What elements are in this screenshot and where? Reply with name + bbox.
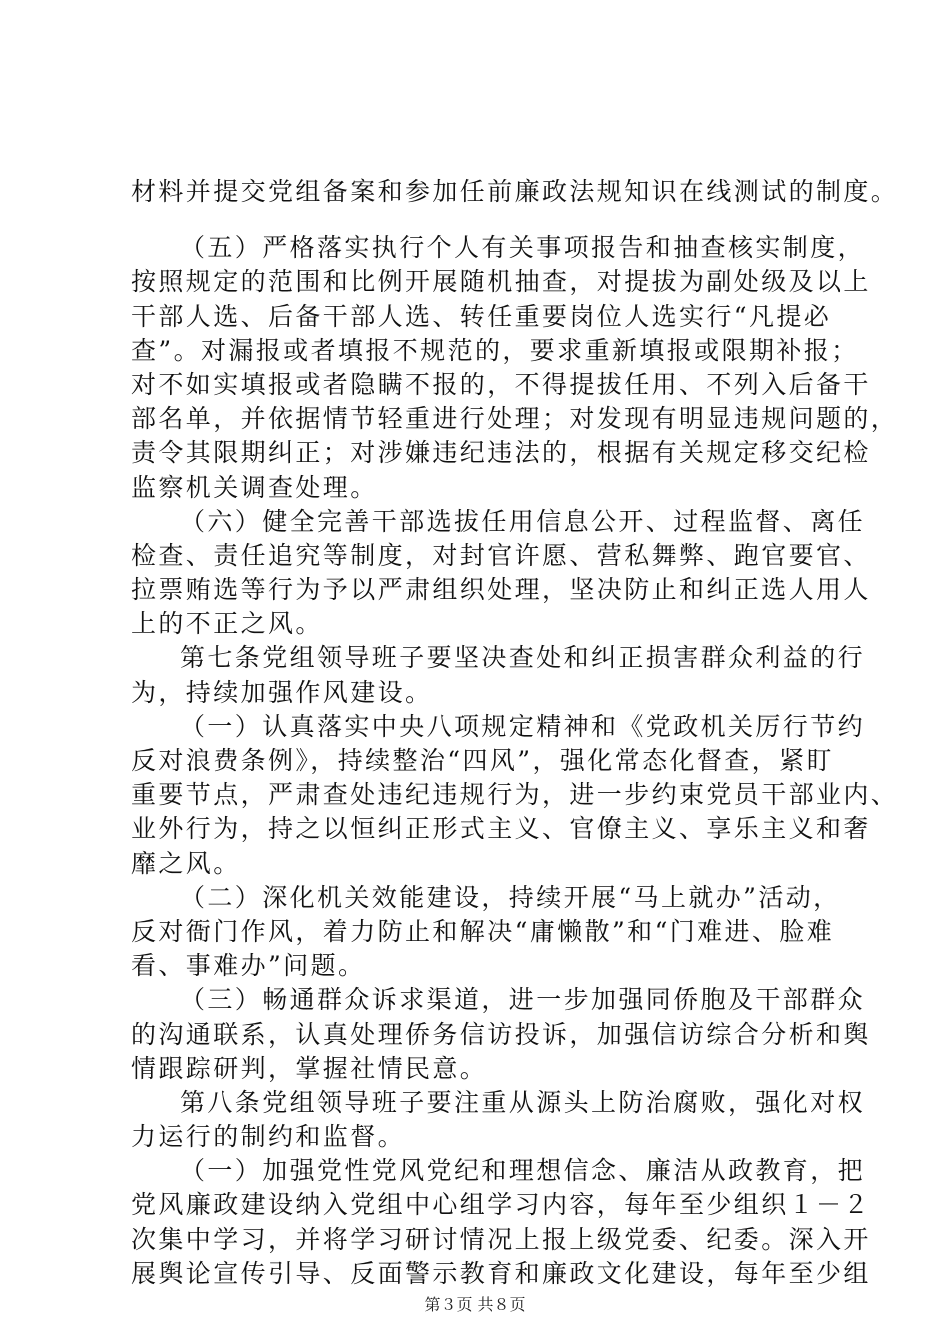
text-line: 第七条党组领导班子要坚决查处和纠正损害群众利益的行 bbox=[180, 643, 866, 673]
text-line: 查”。对漏报或者填报不规范的，要求重新填报或限期补报； bbox=[131, 335, 859, 365]
text-line: （三）畅通群众诉求渠道，进一步加强同侨胞及干部群众 bbox=[180, 985, 866, 1015]
text-line: 反对衙门作风，着力防止和解决“庸懒散”和“门难进、脸难 bbox=[131, 916, 835, 946]
text-line: 检查、责任追究等制度，对封官许愿、营私舞弊、跑官要官、 bbox=[131, 540, 871, 570]
text-line: 重要节点，严肃查处违纪违规行为，进一步约束党员干部业内、 bbox=[131, 780, 899, 810]
text-line: 部名单，并依据情节轻重进行处理；对发现有明显违规问题的， bbox=[131, 404, 899, 434]
text-line: 按照规定的范围和比例开展随机抽查，对提拔为副处级及以上 bbox=[131, 267, 871, 297]
text-line: 拉票贿选等行为予以严肃组织处理，坚决防止和纠正选人用人 bbox=[131, 575, 871, 605]
text-line: 的沟通联系，认真处理侨务信访投诉，加强信访综合分析和舆 bbox=[131, 1019, 871, 1049]
text-line: 党风廉政建设纳入党组中心组学习内容，每年至少组织１－２ bbox=[131, 1190, 871, 1220]
text-line: 为，持续加强作风建设。 bbox=[131, 677, 433, 707]
text-line: （一）认真落实中央八项规定精神和《党政机关厉行节约 bbox=[180, 711, 866, 741]
text-line: 干部人选、后备干部人选、转任重要岗位人选实行“凡提必 bbox=[131, 301, 832, 331]
text-line: 监察机关调查处理。 bbox=[131, 472, 378, 502]
text-line: 展舆论宣传引导、反面警示教育和廉政文化建设，每年至少组 bbox=[131, 1258, 871, 1288]
paragraph-gap bbox=[131, 209, 831, 231]
text-line: （五）严格落实执行个人有关事项报告和抽查核实制度， bbox=[180, 233, 866, 263]
text-line: 力运行的制约和监督。 bbox=[131, 1122, 406, 1152]
text-line: （六）健全完善干部选拔任用信息公开、过程监督、离任 bbox=[180, 506, 866, 536]
text-line: 第八条党组领导班子要注重从源头上防治腐败，强化对权 bbox=[180, 1087, 866, 1117]
text-line: 业外行为，持之以恒纠正形式主义、官僚主义、享乐主义和奢 bbox=[131, 814, 871, 844]
text-line: 上的不正之风。 bbox=[131, 609, 323, 639]
text-line: 看、事难办”问题。 bbox=[131, 951, 366, 981]
text-line: 靡之风。 bbox=[131, 848, 241, 878]
document-body bbox=[131, 175, 899, 1291]
text-line: 次集中学习，并将学习研讨情况上报上级党委、纪委。深入开 bbox=[131, 1224, 871, 1254]
text-line: （一）加强党性党风党纪和理想信念、廉洁从政教育，把 bbox=[180, 1156, 866, 1186]
text-line: 对不如实填报或者隐瞒不报的，不得提拔任用、不列入后备干 bbox=[131, 369, 871, 399]
text-line: 情跟踪研判，掌握社情民意。 bbox=[131, 1053, 488, 1083]
text-line: 责令其限期纠正；对涉嫌违纪违法的，根据有关规定移交纪检 bbox=[131, 438, 871, 468]
page-number-footer: 第３页 共８页 bbox=[424, 1295, 526, 1314]
text-line: 反对浪费条例》，持续整治“四风”，强化常态化督查，紧盯 bbox=[131, 746, 834, 775]
text-line: （二）深化机关效能建设，持续开展“马上就办”活动， bbox=[180, 882, 841, 912]
text-line: 材料并提交党组备案和参加任前廉政法规知识在线测试的制度。 bbox=[131, 177, 899, 206]
